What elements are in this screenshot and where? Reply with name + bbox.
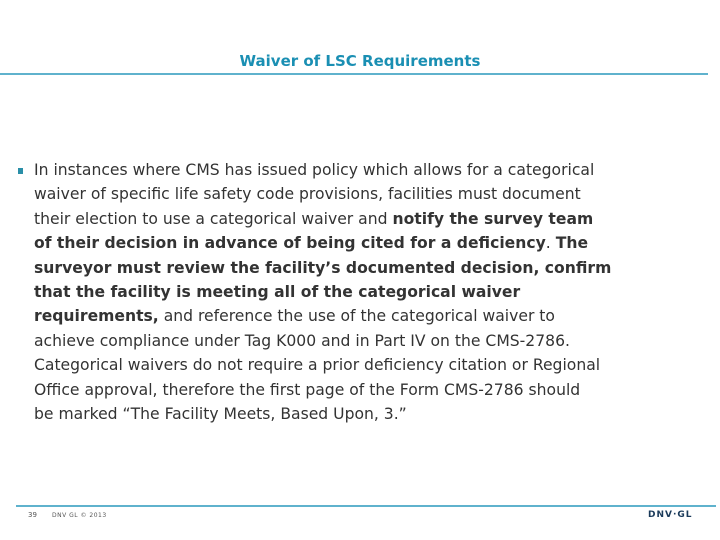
footer-divider [16,505,716,507]
paragraph-line [34,378,703,402]
text-run: In instances where CMS has issued policy which allows for a categorical [34,161,595,179]
paragraph-line [34,182,703,206]
text-run: achieve compliance under Tag K000 and in Part IV on the CMS-2786. [34,331,570,350]
paragraph-line [34,329,703,353]
paragraph-line [34,353,703,377]
slide-title: Waiver of LSC Requirements [239,52,481,70]
page-number: 39 [28,511,37,519]
footer-copyright: DNV GL © 2013 [52,512,107,519]
dnv-gl-logo: DNV·GL [648,510,693,520]
text-run: waiver of specific life safety code provisions, facilities must document [34,185,581,204]
text-run: Office approval, therefore the first page of the Form CMS-2786 should [34,380,581,399]
bullet-list [18,158,703,426]
bullet-paragraph [18,158,703,426]
paragraph-line [34,304,703,328]
text-run: Categorical waivers do not require a prior deficiency citation or Regional [34,356,601,375]
bold-text-run: The [555,234,589,253]
paragraph-line [34,207,703,231]
paragraph-line [34,402,703,426]
paragraph-line [34,280,703,304]
text-run: be marked “The Facility Meets, Based Upon, 3.” [34,405,407,424]
bullet-square-icon [18,168,23,174]
bold-text-run: that the facility is meeting all of the categorical waiver [34,283,521,302]
paragraph-line [34,158,703,182]
bold-text-run: surveyor must review the facility’s documented decision, confirm [34,258,612,277]
text-run: . [545,234,556,253]
paragraph-line [34,256,703,280]
bold-text-run: requirements, [34,307,159,326]
text-run: their election to use a categorical waiver and [34,209,393,228]
text-run: and reference the use of the categorical waiver to [158,307,555,326]
paragraph-line [34,231,703,255]
bold-text-run: of their decision in advance of being cited for a deficiency [34,234,546,253]
title-divider [0,73,708,75]
bold-text-run: notify the survey team [392,209,594,228]
